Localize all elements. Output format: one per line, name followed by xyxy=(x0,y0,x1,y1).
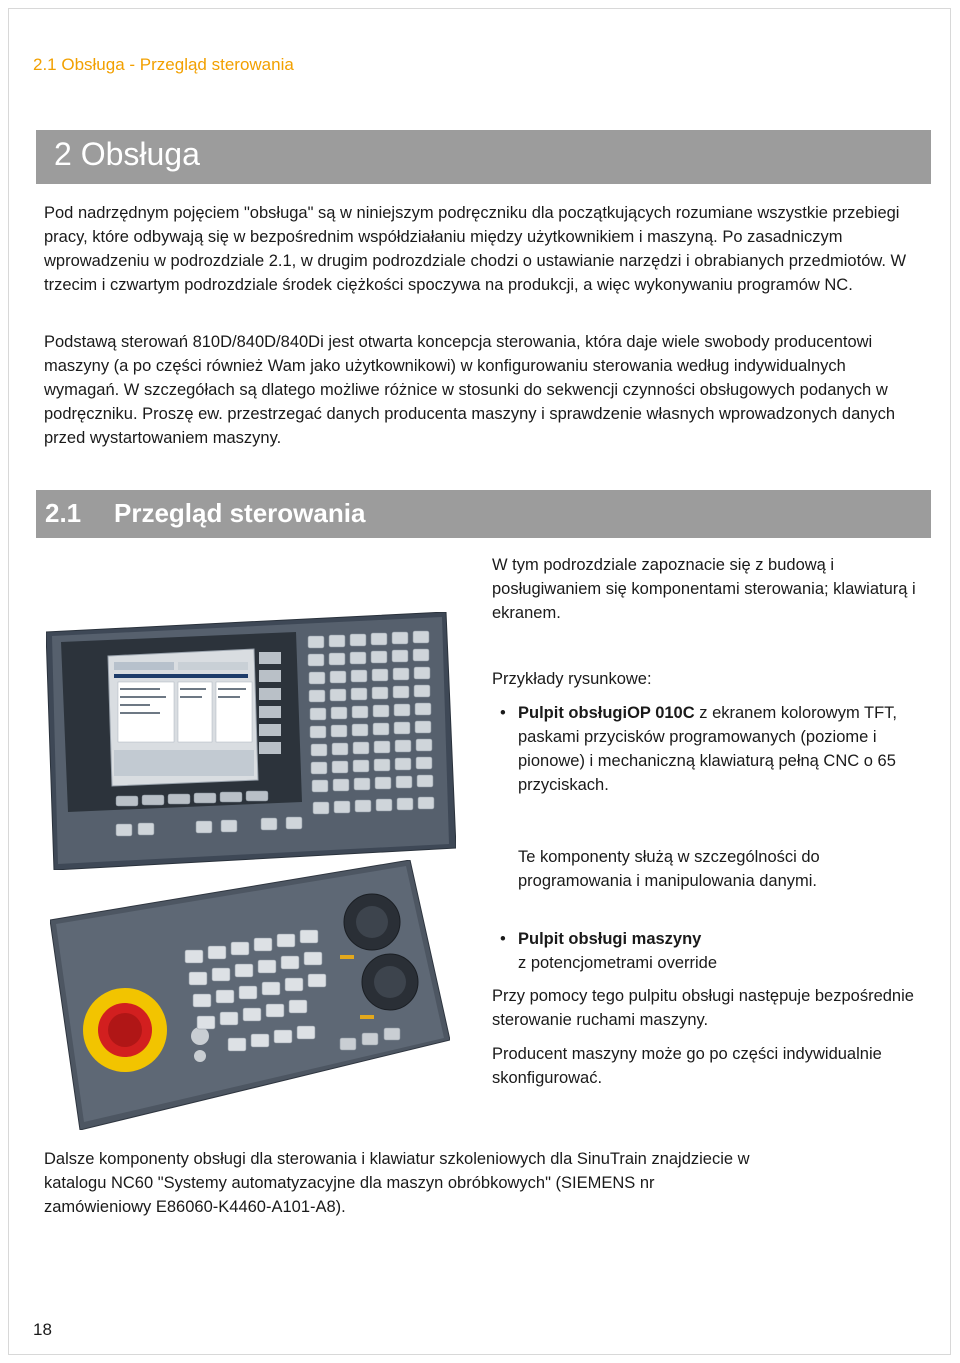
mcp-direct-control: Przy pomocy tego pulpitu obsługi następuje bezpośrednie sterowanie ruchami maszyny. xyxy=(492,987,914,1029)
chapter-title: 2 Obsługa xyxy=(54,136,200,172)
bullet-mcp-desc: z potencjometrami override xyxy=(518,954,717,972)
running-header: 2.1 Obsługa - Przegląd sterowania xyxy=(33,55,294,74)
intro-paragraph-1: Pod nadrzędnym pojęciem "obsługa" są w niniejszym podręczniku dla początkujących rozumiane wszystkie przebiegi pracy, które odbywają się w bezpośrednim współdziałaniu między użytkownikiem i maszyną. Po zasadniczym wprowadzeniu w podrozdziale 2.1, w drugim podrozdziale chodzi o ustawianie narzędzi i obrabianych przedmiotów. W trzecim i czwartym podrozdziale środek ciężkości spoczywa na produkcji, a więc wykonywaniu programów NC. xyxy=(44,204,907,294)
bullet-mcp-text xyxy=(518,927,932,975)
examples-label: Przykłady rysunkowe: xyxy=(492,670,652,688)
bullet-op-panel-text xyxy=(518,701,932,797)
bullet-icon: • xyxy=(500,930,506,948)
op-panel-note: Te komponenty służą w szczególności do programowania i manipulowania danymi. xyxy=(518,848,820,890)
bullet-op-panel-desc: z ekranem kolorowym TFT, paskami przycisków programowanych (poziome i pionowe) i mechaniczną klawiaturą pełną CNC o 65 przyciskach. xyxy=(518,704,897,794)
section-number: 2.1 xyxy=(45,498,82,528)
mcp-manufacturer-note: Producent maszyny może go po części indywidualnie skonfigurować. xyxy=(492,1045,882,1087)
intro-paragraph-2: Podstawą sterowań 810D/840D/840Di jest otwarta koncepcja sterowania, która daje wiele swobody producentowi maszyny (a po części również Wam jako użytkownikowi) w konfigurowaniu sterowania według indywidualnych wymagań. W szczegółach są dlatego możliwe różnice w stosunki do sekwencji czynności obsługowych podanych w podręczniku. Proszę ew. przestrzegać danych producenta maszyny i sprawdzenie własnych wprowadzonych danych przed wystartowaniem maszyny. xyxy=(44,333,896,447)
operator-panel-op010c-image xyxy=(46,612,456,870)
section-banner xyxy=(36,490,931,538)
page-number: 18 xyxy=(33,1320,52,1339)
bullet-op-panel-title: Pulpit obsługiOP 010C xyxy=(518,704,695,722)
section-title: Przegląd sterowania xyxy=(114,498,366,528)
bullet-mcp-title: Pulpit obsługi maszyny xyxy=(518,930,702,948)
chapter-banner xyxy=(36,130,931,184)
section-intro: W tym podrozdziale zapoznacie się z budową i posługiwaniem się komponentami sterowania; klawiaturą i ekranem. xyxy=(492,556,916,622)
bullet-icon: • xyxy=(500,704,506,722)
machine-control-panel-image xyxy=(50,860,450,1130)
footer-note: Dalsze komponenty obsługi dla sterowania i klawiatur szkoleniowych dla SinuTrain znajdziecie w katalogu NC60 "Systemy automatyzacyjne dla maszyn obróbkowych" (SIEMENS nr zamówieniowy E86060-K4460-A101-A8). xyxy=(44,1150,750,1216)
